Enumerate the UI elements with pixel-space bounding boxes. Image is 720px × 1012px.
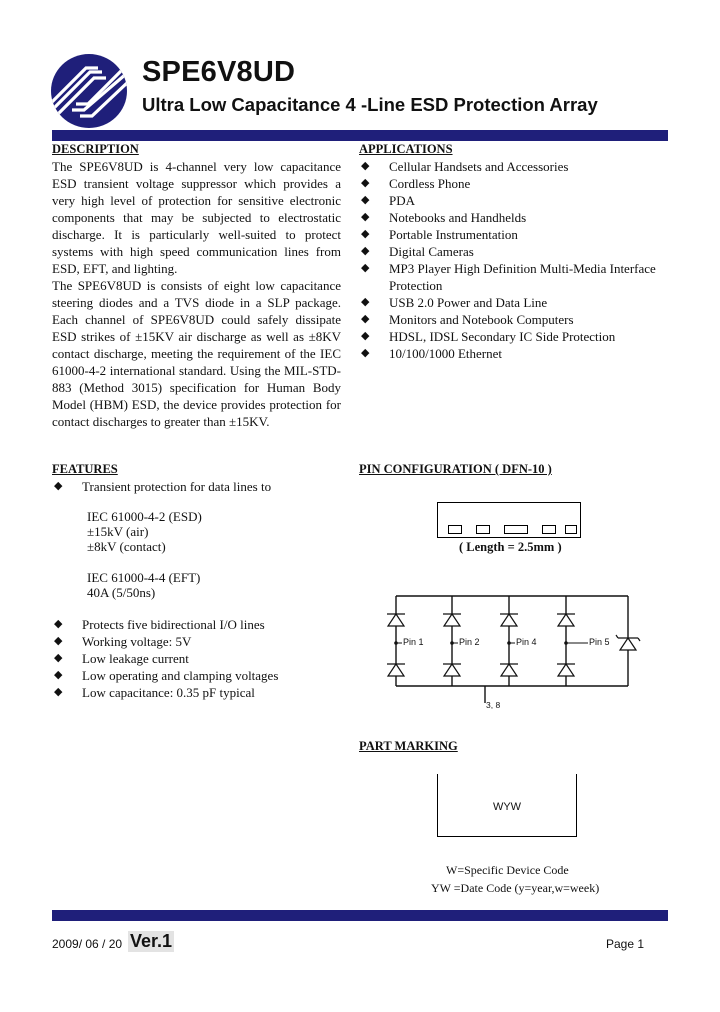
pin-schematic bbox=[380, 588, 650, 718]
footer-version: Ver.1 bbox=[130, 931, 173, 951]
bullet-diamond-icon: ◆ bbox=[361, 228, 370, 240]
bullet-diamond-icon: ◆ bbox=[361, 313, 370, 325]
package-pad bbox=[448, 525, 462, 534]
package-pad bbox=[565, 525, 577, 534]
features-list bbox=[52, 616, 342, 701]
pin-config-heading: PIN CONFIGURATION ( DFN-10 ) bbox=[359, 462, 552, 476]
bullet-diamond-icon: ◆ bbox=[54, 635, 63, 647]
package-outline bbox=[437, 502, 581, 538]
marking-legend-device: W=Specific Device Code bbox=[446, 863, 569, 877]
list-item: ◆ 10/100/1000 Ethernet bbox=[361, 346, 503, 361]
bullet-diamond-icon: ◆ bbox=[361, 245, 370, 257]
bullet-diamond-icon: ◆ bbox=[361, 347, 370, 359]
bullet-diamond-icon: ◆ bbox=[361, 296, 370, 308]
footer-date: 2009/ 06 / 20 bbox=[52, 937, 123, 951]
package-pad bbox=[476, 525, 490, 534]
list-item: ◆ Working voltage: 5V bbox=[54, 634, 192, 649]
bullet-diamond-icon: ◆ bbox=[361, 177, 370, 189]
list-item: ◆ Monitors and Notebook Computers bbox=[361, 312, 574, 327]
description-paragraph-1: The SPE6V8UD is 4-channel very low capacitance ESD transient voltage suppressor which provides a very high level of protection for sensitive electronic components that may be subjected to electrostatic discharge. It is particularly well-suited to protect systems with high speed communication lines from ESD, EFT, and lighting. bbox=[52, 159, 341, 276]
applications-heading: APPLICATIONS bbox=[359, 142, 453, 156]
list-item: ◆ HDSL, IDSL Secondary IC Side Protection bbox=[361, 329, 616, 344]
pin-4-label: Pin 4 bbox=[516, 637, 537, 647]
bullet-diamond-icon: ◆ bbox=[361, 330, 370, 342]
list-item: ◆ Portable Instrumentation bbox=[361, 227, 518, 242]
footer-page-number: Page 1 bbox=[606, 937, 645, 951]
bullet-diamond-icon: ◆ bbox=[54, 686, 63, 698]
package-length-label: ( Length = 2.5mm ) bbox=[459, 540, 562, 554]
list-item: ◆ Transient protection for data lines to bbox=[54, 479, 272, 494]
bullet-diamond-icon: ◆ bbox=[54, 480, 63, 492]
list-item: ◆ Low capacitance: 0.35 pF typical bbox=[54, 685, 255, 700]
pin-1-label: Pin 1 bbox=[403, 637, 424, 647]
list-item: ◆ Low leakage current bbox=[54, 651, 189, 666]
bullet-diamond-icon: ◆ bbox=[54, 669, 63, 681]
bullet-diamond-icon: ◆ bbox=[54, 618, 63, 630]
part-marking-box bbox=[437, 774, 577, 837]
features-first-list bbox=[52, 478, 342, 495]
list-item: ◆ PDA bbox=[361, 193, 416, 208]
company-logo bbox=[50, 52, 128, 130]
description-body bbox=[52, 158, 341, 430]
list-item: ◆ Digital Cameras bbox=[361, 244, 474, 259]
eft-spec: IEC 61000-4-4 (EFT) 40A (5/50ns) bbox=[87, 570, 201, 600]
description-paragraph-2: The SPE6V8UD is consists of eight low capacitance steering diodes and a TVS diode in a SLP package. Each channel of SPE6V8UD could safely dissipate ESD strikes of ±15KV air discharge as well as ±8KV contact discharge, meeting the requirement of the IEC 61000-4-2 international standard. Using the MIL-STD-883 (Method 3015) specification for Human Body Model (HBM) ESD, the device provides protection for contact discharges to greater than ±15KV. bbox=[52, 278, 341, 429]
pin-2-label: Pin 2 bbox=[459, 637, 480, 647]
product-title: SPE6V8UD bbox=[142, 56, 296, 88]
list-item: ◆ Cellular Handsets and Accessories bbox=[361, 159, 569, 174]
bullet-diamond-icon: ◆ bbox=[54, 652, 63, 664]
list-item: ◆ MP3 Player High Definition Multi-Media Interface Protection bbox=[361, 261, 656, 293]
top-rule bbox=[52, 130, 668, 141]
product-subtitle: Ultra Low Capacitance 4 -Line ESD Protection Array bbox=[142, 94, 598, 115]
bullet-diamond-icon: ◆ bbox=[361, 160, 370, 172]
package-pad bbox=[504, 525, 528, 534]
list-item: ◆ USB 2.0 Power and Data Line bbox=[361, 295, 548, 310]
list-item: ◆ Notebooks and Handhelds bbox=[361, 210, 527, 225]
part-marking-code: WYW bbox=[492, 801, 522, 813]
bullet-diamond-icon: ◆ bbox=[361, 262, 370, 274]
list-item: ◆ Protects five bidirectional I/O lines bbox=[54, 617, 265, 632]
applications-list bbox=[359, 158, 669, 362]
package-pad bbox=[542, 525, 556, 534]
bullet-diamond-icon: ◆ bbox=[361, 211, 370, 223]
list-item: ◆ Cordless Phone bbox=[361, 176, 471, 191]
marking-legend-date: YW =Date Code (y=year,w=week) bbox=[431, 881, 600, 895]
list-item: ◆ Low operating and clamping voltages bbox=[54, 668, 279, 683]
features-heading: FEATURES bbox=[52, 462, 118, 476]
ground-pin-label: 3, 8 bbox=[486, 700, 501, 710]
esd-spec: IEC 61000-4-2 (ESD) ±15kV (air) ±8kV (contact) bbox=[87, 509, 202, 554]
part-marking-heading: PART MARKING bbox=[359, 739, 458, 753]
pin-5-label: Pin 5 bbox=[589, 637, 610, 647]
bottom-rule bbox=[52, 910, 668, 921]
description-heading: DESCRIPTION bbox=[52, 142, 139, 156]
bullet-diamond-icon: ◆ bbox=[361, 194, 370, 206]
